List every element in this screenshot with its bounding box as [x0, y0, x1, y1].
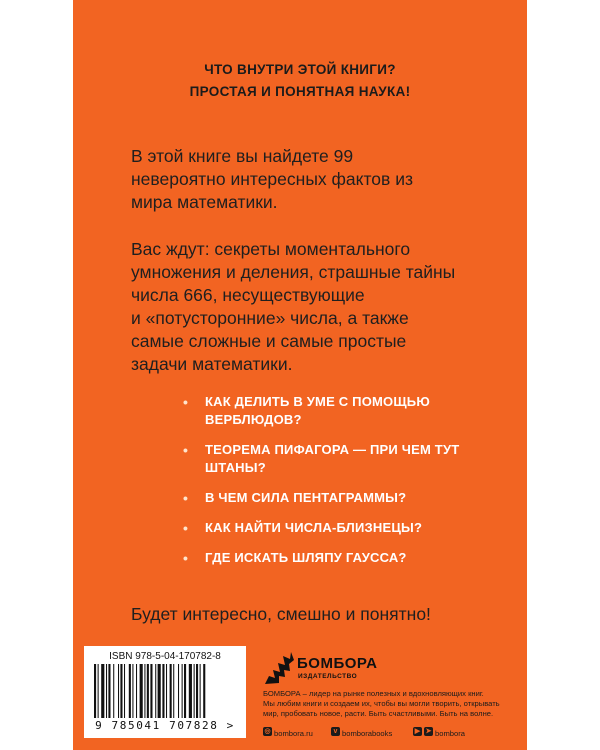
barcode-digits: 9 785041 707828 >	[95, 719, 235, 732]
question-line: КАК НАЙТИ ЧИСЛА-БЛИЗНЕЦЫ?	[205, 520, 423, 535]
headline-line-2: ПРОСТАЯ И ПОНЯТНАЯ НАУКА!	[189, 84, 411, 99]
question-line: ВЕРБЛЮДОВ?	[205, 412, 302, 427]
headline-line-1: ЧТО ВНУТРИ ЭТОЙ КНИГИ?	[204, 62, 396, 77]
description-line: числа 666, несуществующие	[131, 285, 365, 305]
intro-line: В этой книге вы найдете 99	[131, 146, 354, 166]
barcode-panel	[84, 646, 246, 738]
question-line: ТЕОРЕМА ПИФАГОРА — ПРИ ЧЕМ ТУТ	[205, 442, 460, 457]
publisher-description	[263, 689, 513, 719]
intro-paragraph	[131, 145, 491, 214]
messenger-link[interactable]	[413, 723, 465, 741]
description-paragraph	[131, 238, 491, 376]
site-label: bombora.ru	[274, 729, 313, 738]
question-item	[183, 393, 513, 429]
youtube-icon: ▶	[414, 728, 421, 736]
description-line: и «потусторонние» числа, а также	[131, 308, 409, 328]
question-line: КАК ДЕЛИТЬ В УМЕ С ПОМОЩЬЮ	[205, 394, 430, 409]
question-list	[183, 393, 513, 579]
description-line: задачи математики.	[131, 354, 293, 374]
books-label: bomborabooks	[342, 729, 393, 738]
publisher-logo	[263, 650, 378, 686]
book-back-cover	[73, 0, 527, 750]
question-item	[183, 549, 513, 567]
question-line: ГДЕ ИСКАТЬ ШЛЯПУ ГАУССА?	[205, 550, 407, 565]
description-line: самые сложные и самые простые	[131, 331, 407, 351]
vk-icon: v	[331, 727, 340, 736]
publisher-line: Мы любим книги и создаем их, чтобы вы могли творить, открывать	[263, 699, 500, 708]
intro-line: мира математики.	[131, 192, 278, 212]
isbn-label: ISBN 978-5-04-170782-8	[109, 651, 221, 662]
handle-label: bombora	[435, 729, 465, 738]
bullet-dot-icon: •	[183, 550, 189, 566]
bullet-dot-icon: •	[183, 442, 189, 458]
bullet-dot-icon: •	[183, 520, 189, 536]
barcode-icon	[92, 664, 238, 718]
question-item	[183, 441, 513, 477]
instagram-icon: ◎	[264, 728, 271, 736]
question-item	[183, 519, 513, 537]
telegram-icon: ➤	[425, 728, 432, 736]
closing-line: Будет интересно, смешно и понятно!	[131, 604, 431, 624]
bullet-dot-icon: •	[183, 394, 189, 410]
question-item	[183, 489, 513, 507]
question-line: ШТАНЫ?	[205, 460, 266, 475]
intro-line: невероятно интересных фактов из	[131, 169, 413, 189]
publisher-line: мир, пробовать новое, расти. Быть счастливыми. Быть на волне.	[263, 709, 494, 718]
bullet-dot-icon: •	[183, 490, 189, 506]
publisher-name: БОМБОРА	[297, 655, 378, 672]
publisher-line: БОМБОРА – лидер на рынке полезных и вдохновляющих книг.	[263, 689, 484, 698]
bombora-wave-icon	[263, 650, 297, 686]
site-link[interactable]	[263, 723, 313, 741]
description-line: Вас ждут: секреты моментального	[131, 239, 411, 259]
books-link[interactable]	[331, 723, 392, 741]
social-links	[263, 723, 523, 738]
publisher-subtitle: ИЗДАТЕЛЬСТВО	[298, 673, 358, 680]
question-line: В ЧЕМ СИЛА ПЕНТАГРАММЫ?	[205, 490, 407, 505]
description-line: умножения и деления, страшные тайны	[131, 262, 456, 282]
